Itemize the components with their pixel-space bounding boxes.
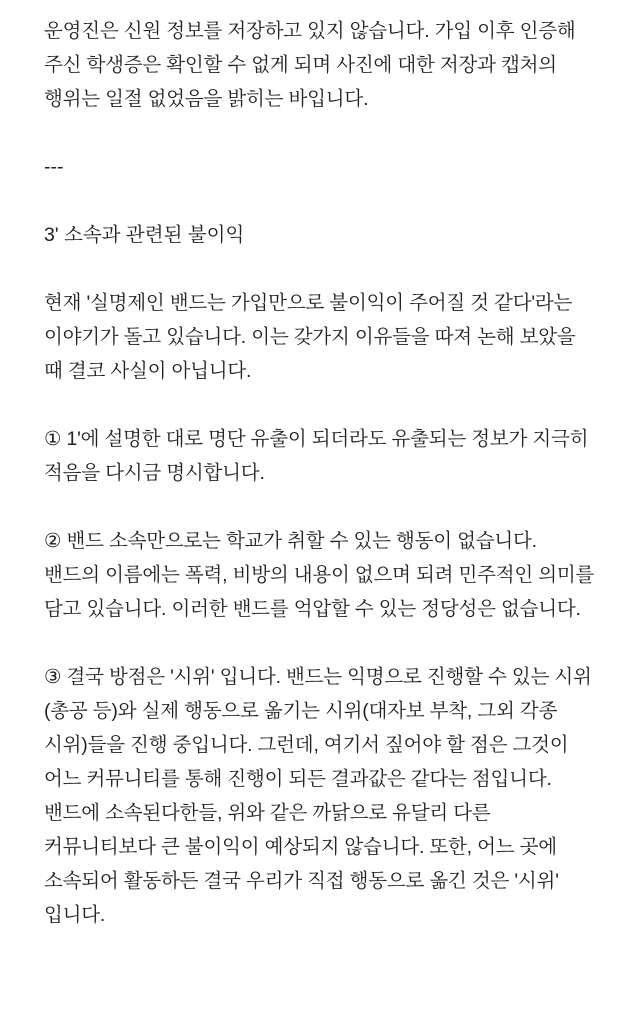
divider: --- [44, 156, 64, 178]
spacer-before-item-3 [44, 626, 596, 660]
intro-paragraph: 운영진은 신원 정보를 저장하고 있지 않습니다. 가입 이후 인증해 주신 학생증은 확인할 수 없게 되며 사진에 대한 저장과 캡처의 행위는 일절 없었음을 밝히는 바입니다. [44, 20, 581, 110]
section-heading: 3' 소속과 관련된 불이익 [44, 224, 245, 246]
spacer-before-item-2 [44, 490, 596, 524]
paragraph-item-1: ① 1'에 설명한 대로 명단 유출이 되더라도 유출되는 정보가 지극히 적음을 다시금 명시합니다. [44, 428, 594, 484]
spacer-after-heading [44, 252, 596, 286]
spacer-before-item-1 [44, 388, 596, 422]
spacer-after-intro [44, 116, 596, 150]
paragraph-current-claim: 현재 '실명제인 밴드는 가입만으로 불이익이 주어질 것 같다'라는 이야기가 돌고 있습니다. 이는 갖가지 이유들을 따져 논해 보았을 때 결코 사실이 아닙니다. [44, 292, 581, 382]
paragraph-item-3-continued: 밴드에 소속된다한들, 위와 같은 까닭으로 유달리 다른 커뮤니티보다 큰 불이익이 예상되지 않습니다. 또한, 어느 곳에 소속되어 활동하든 결국 우리가 직접 행동으로 옮긴 것은 '시위' 입니다. [44, 802, 564, 926]
paragraph-item-3: ③ 결국 방점은 '시위' 입니다. 밴드는 익명으로 진행할 수 있는 시위(총공 등)와 실제 행동으로 옮기는 시위(대자보 부착, 그외 각종 시위)들을 진행 중입니다. 그런데, 여기서 짚어야 할 점은 그것이 어느 커뮤니티를 통해 진행이 되든 결과값은 같다는 점입니다. [44, 666, 592, 790]
paragraph-item-2: ② 밴드 소속만으로는 학교가 취할 수 있는 행동이 없습니다. 밴드의 이름에는 폭력, 비방의 내용이 없으며 되려 민주적인 의미를 담고 있습니다. 이러한 밴드를 억압할 수 있는 정당성은 없습니다. [44, 530, 600, 620]
spacer-after-divider [44, 184, 596, 218]
